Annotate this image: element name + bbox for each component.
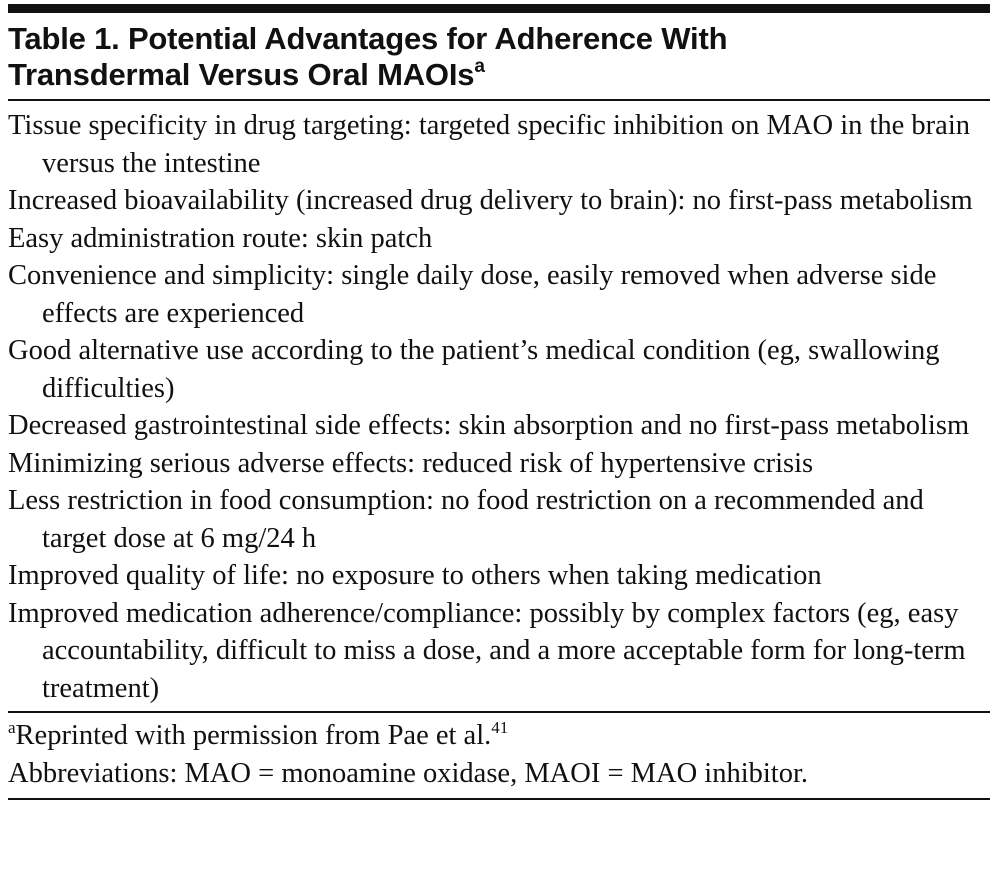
table-row: Tissue specificity in drug targeting: targeted specific inhibition on MAO in the brain versus the intestine — [8, 110, 970, 179]
table-row: Decreased gastrointestinal side effects: skin absorption and no first-pass metabolism — [8, 410, 970, 441]
table-row: Easy administration route: skin patch — [8, 222, 433, 254]
table-title-line-1: Table 1. Potential Advantages for Adherence With — [8, 21, 728, 56]
footer-rule — [8, 711, 990, 713]
table-row: Minimizing serious adverse effects: reduced risk of hypertensive crisis — [8, 447, 814, 479]
footnote-text: Reprinted with permission from Pae et al. — [15, 720, 492, 751]
footnote-reference: 41 — [491, 718, 509, 737]
header-rule — [8, 99, 990, 101]
table-notes — [8, 717, 990, 792]
table-row: Improved quality of life: no exposure to others when taking medication — [8, 560, 822, 591]
top-rule — [8, 4, 990, 13]
table-row: Less restriction in food consumption: no food restriction on a recommended and target dose at 6 mg/24 h — [8, 485, 924, 554]
advantages-list — [8, 107, 990, 707]
footnote — [8, 717, 990, 755]
table-container — [8, 4, 990, 800]
footnote-marker: a — [8, 718, 16, 737]
abbreviations-note: Abbreviations: MAO = monoamine oxidase, MAOI = MAO inhibitor. — [8, 757, 808, 789]
table-row: Convenience and simplicity: single daily dose, easily removed when adverse side effects are experienced — [8, 260, 937, 329]
table-title-line-2: Transdermal Versus Oral MAOIs — [8, 57, 475, 92]
table-row: Good alternative use according to the patient’s medical condition (eg, swallowing difficulties) — [8, 335, 940, 404]
table-title — [8, 21, 990, 93]
title-footnote-marker: a — [474, 56, 485, 77]
table-row: Increased bioavailability (increased drug delivery to brain): no first-pass metabolism — [8, 185, 973, 216]
table-row: Improved medication adherence/compliance: possibly by complex factors (eg, easy accountability, difficult to miss a dose, and a more acceptable form for long-term treatment) — [8, 597, 966, 704]
bottom-rule — [8, 798, 990, 800]
